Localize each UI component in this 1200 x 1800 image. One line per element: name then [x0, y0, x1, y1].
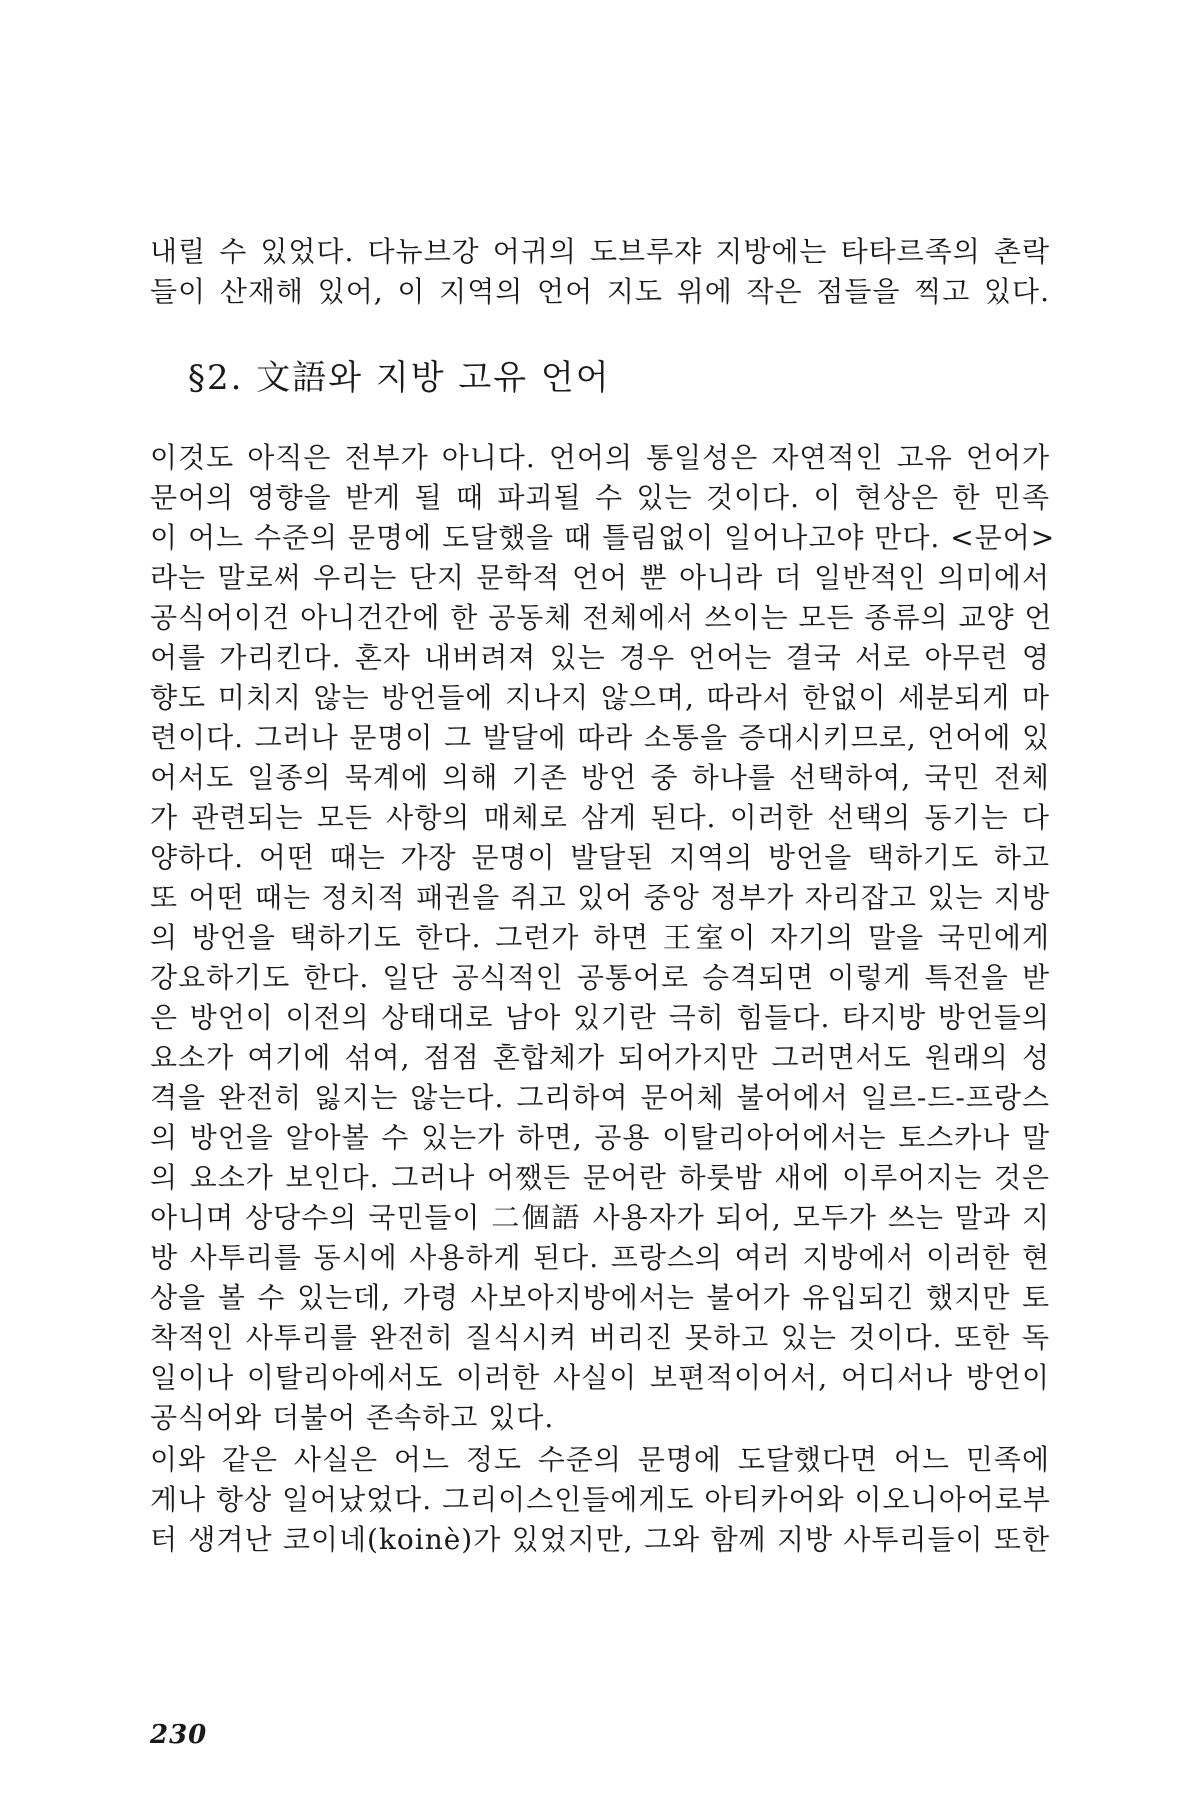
- text-line: 요소가 여기에 섞여, 점점 혼합체가 되어가지만 그러면서도 원래의 성: [150, 1041, 1050, 1074]
- text-line: 착적인 사투리를 완전히 질식시켜 버리진 못하고 있는 것이다. 또한 독: [150, 1321, 1050, 1354]
- paragraph-2: [150, 1440, 1050, 1560]
- text-line: 련이다. 그러나 문명이 그 발달에 따라 소통을 증대시키므로, 언어에 있: [150, 721, 1050, 754]
- page-body: [150, 232, 1056, 1562]
- text-line: 상을 볼 수 있는데, 가령 사보아지방에서는 불어가 유입되긴 했지만 토: [150, 1281, 1050, 1314]
- text-line: 의 요소가 보인다. 그러나 어쨌든 문어란 하룻밤 새에 이루어지는 것은: [150, 1161, 1050, 1194]
- text-line: 이와 같은 사실은 어느 정도 수준의 문명에 도달했다면 어느 민족에: [150, 1443, 1050, 1476]
- text-line: 격을 완전히 잃지는 않는다. 그리하여 문어체 불어에서 일르-드-프랑스: [150, 1081, 1050, 1114]
- text-line: 들이 산재해 있어, 이 지역의 언어 지도 위에 작은 점들을 찍고 있다.: [150, 275, 1050, 308]
- text-line: 강요하기도 한다. 일단 공식적인 공통어로 승격되면 이렇게 특전을 받: [150, 961, 1050, 994]
- section-heading: §2. 文語와 지방 고유 언어: [188, 358, 611, 398]
- text-line: 어를 가리킨다. 혼자 내버려져 있는 경우 언어는 결국 서로 아무런 영: [150, 641, 1050, 674]
- text-line: 공식어와 더불어 존속하고 있다.: [150, 1401, 555, 1434]
- text-line: 아니며 상당수의 국민들이 二個語 사용자가 되어, 모두가 쓰는 말과 지: [150, 1201, 1050, 1234]
- text-line: 어서도 일종의 묵계에 의해 기존 방언 중 하나를 선택하여, 국민 전체: [150, 761, 1050, 794]
- text-line: 라는 말로써 우리는 단지 문학적 언어 뿐 아니라 더 일반적인 의미에서: [150, 561, 1050, 594]
- paragraph-1: [150, 438, 1056, 1438]
- text-line: 의 방언을 알아볼 수 있는가 하면, 공용 이탈리아어에서는 토스카나 말: [150, 1121, 1050, 1154]
- text-line: 게나 항상 일어났었다. 그리이스인들에게도 아티카어와 이오니아어로부: [150, 1483, 1051, 1516]
- text-line: 내릴 수 있었다. 다뉴브강 어귀의 도브루쟈 지방에는 타타르족의 촌락: [150, 235, 1050, 268]
- page-number: 230: [150, 1720, 208, 1750]
- text-line: 의 방언을 택하기도 한다. 그런가 하면 王室이 자기의 말을 국민에게: [150, 921, 1050, 954]
- text-line: 이 어느 수준의 문명에 도달했을 때 틀림없이 일어나고야 만다. <문어>: [150, 521, 1056, 554]
- text-line: 터 생겨난 코이네(koinè)가 있었지만, 그와 함께 지방 사투리들이 또한: [150, 1523, 1050, 1556]
- text-line: 이것도 아직은 전부가 아니다. 언어의 통일성은 자연적인 고유 언어가: [150, 441, 1050, 474]
- text-line: 일이나 이탈리아에서도 이러한 사실이 보편적이어서, 어디서나 방언이: [150, 1361, 1050, 1394]
- text-line: 은 방언이 이전의 상태대로 남아 있기란 극히 힘들다. 타지방 방언들의: [150, 1001, 1050, 1034]
- text-line: 가 관련되는 모든 사항의 매체로 삼게 된다. 이러한 선택의 동기는 다: [150, 801, 1050, 834]
- text-line: 공식어이건 아니건간에 한 공동체 전체에서 쓰이는 모든 종류의 교양 언: [150, 601, 1053, 634]
- text-line: 또 어떤 때는 정치적 패권을 쥐고 있어 중앙 정부가 자리잡고 있는 지방: [150, 881, 1050, 914]
- text-line: 향도 미치지 않는 방언들에 지나지 않으며, 따라서 한없이 세분되게 마: [150, 681, 1050, 714]
- intro-text: [150, 232, 1050, 312]
- text-line: 방 사투리를 동시에 사용하게 된다. 프랑스의 여러 지방에서 이러한 현: [150, 1241, 1050, 1274]
- text-line: 문어의 영향을 받게 될 때 파괴될 수 있는 것이다. 이 현상은 한 민족: [150, 481, 1050, 514]
- text-line: 양하다. 어떤 때는 가장 문명이 발달된 지역의 방언을 택하기도 하고: [150, 841, 1050, 874]
